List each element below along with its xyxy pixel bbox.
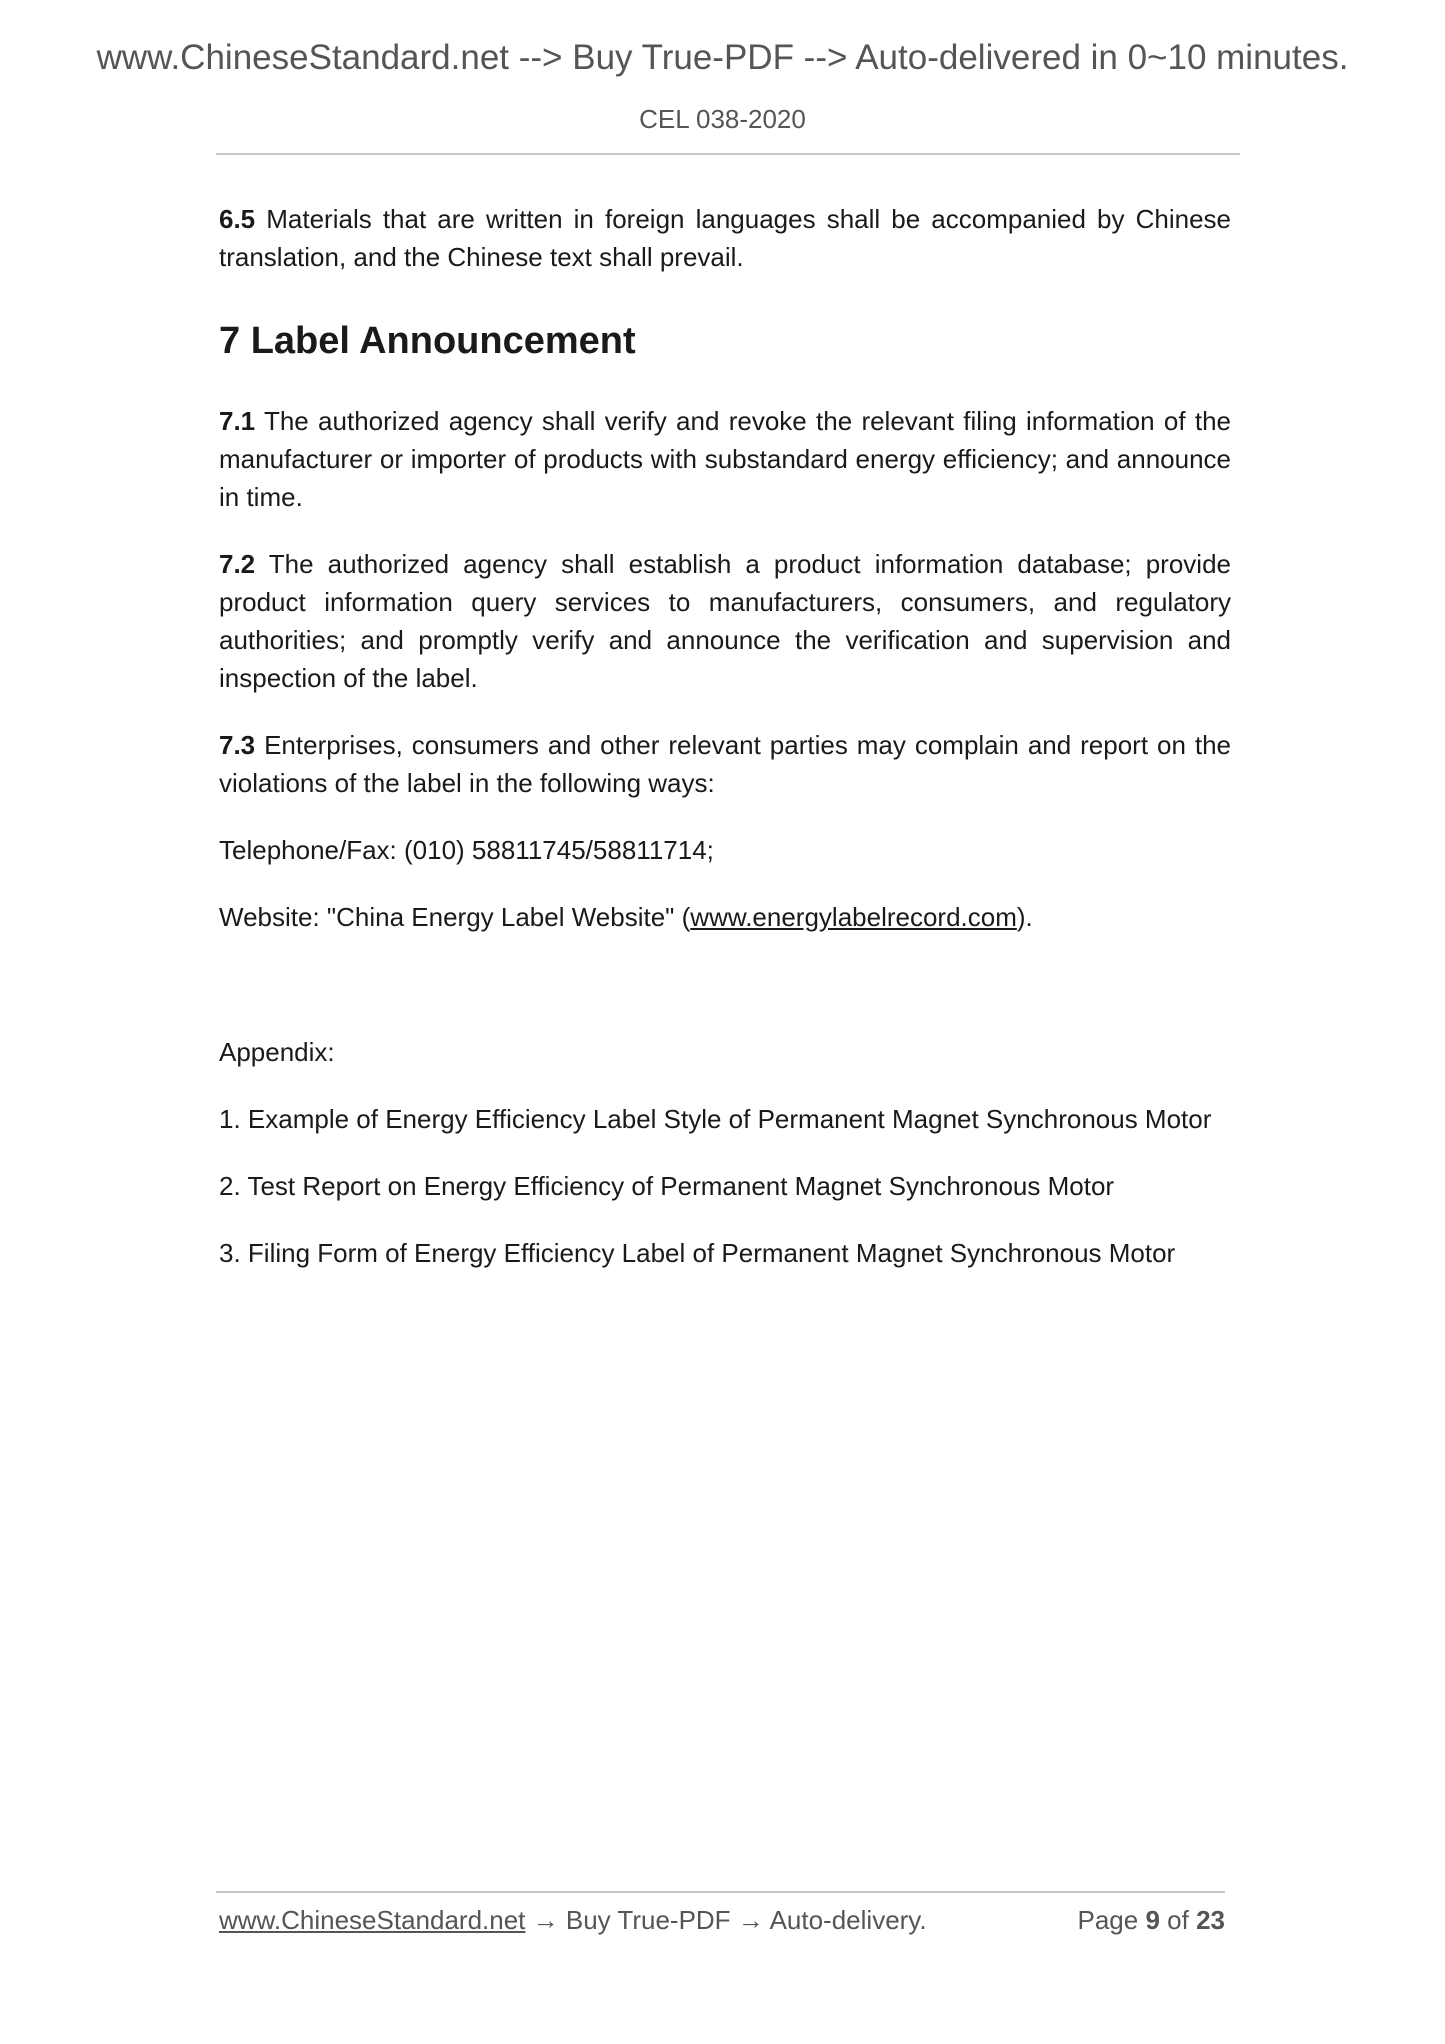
page-total: 23 bbox=[1196, 1905, 1225, 1935]
clause-number: 7.3 bbox=[219, 730, 256, 760]
document-id: CEL 038-2020 bbox=[639, 104, 806, 134]
clause-number: 6.5 bbox=[219, 204, 256, 234]
website-link[interactable]: www.energylabelrecord.com bbox=[690, 902, 1017, 932]
clause-text: Materials that are written in foreign languages shall be accompanied by Chinese translation, and the Chinese text shall prevail. bbox=[219, 204, 1231, 272]
clause-number: 7.1 bbox=[219, 406, 256, 436]
section-heading: 7 Label Announcement bbox=[219, 320, 636, 362]
clause-text: The authorized agency shall verify and revoke the relevant filing information of the manufacturer or importer of products with substandard energy efficiency; and announce in time. bbox=[219, 406, 1231, 512]
appendix-title: Appendix: bbox=[219, 1037, 335, 1067]
paragraph-7-1 bbox=[219, 402, 1231, 516]
page-content bbox=[219, 200, 1231, 1301]
header-divider bbox=[216, 153, 1240, 155]
footer-tagline: → Buy True-PDF → Auto-delivery. bbox=[525, 1905, 927, 1935]
of-label: of bbox=[1167, 1905, 1189, 1935]
website-prefix: Website: "China Energy Label Website" ( bbox=[219, 902, 691, 932]
clause-text: Enterprises, consumers and other relevant parties may complain and report on the violations of the label in the following ways: bbox=[219, 730, 1231, 798]
paragraph-6-5 bbox=[219, 200, 1231, 276]
footer-divider bbox=[216, 1891, 1225, 1893]
clause-number: 7.2 bbox=[219, 549, 256, 579]
paragraph-7-2 bbox=[219, 545, 1231, 697]
header-banner: www.ChineseStandard.net --> Buy True-PDF --> Auto-delivered in 0~10 minutes. bbox=[96, 38, 1349, 77]
appendix-item: 3. Filing Form of Energy Efficiency Label of Permanent Magnet Synchronous Motor bbox=[219, 1238, 1176, 1268]
page-label: Page bbox=[1077, 1905, 1139, 1935]
telephone-line: Telephone/Fax: (010) 58811745/58811714; bbox=[219, 835, 714, 865]
page-indicator bbox=[1077, 1905, 1225, 1936]
website-suffix: ). bbox=[1016, 902, 1033, 932]
footer-site-link[interactable]: www.ChineseStandard.net bbox=[219, 1905, 526, 1935]
footer-promo bbox=[219, 1905, 927, 1936]
appendix-item: 1. Example of Energy Efficiency Label Style of Permanent Magnet Synchronous Motor bbox=[219, 1104, 1212, 1134]
page-number: 9 bbox=[1145, 1905, 1160, 1935]
website-line bbox=[219, 898, 1231, 936]
appendix-item: 2. Test Report on Energy Efficiency of Permanent Magnet Synchronous Motor bbox=[219, 1171, 1115, 1201]
paragraph-7-3 bbox=[219, 726, 1231, 802]
clause-text: The authorized agency shall establish a product information database; provide product information query services to manufacturers, consumers, and regulatory authorities; and promptly verify and announce the verification and supervision and inspection of the label. bbox=[219, 549, 1231, 693]
